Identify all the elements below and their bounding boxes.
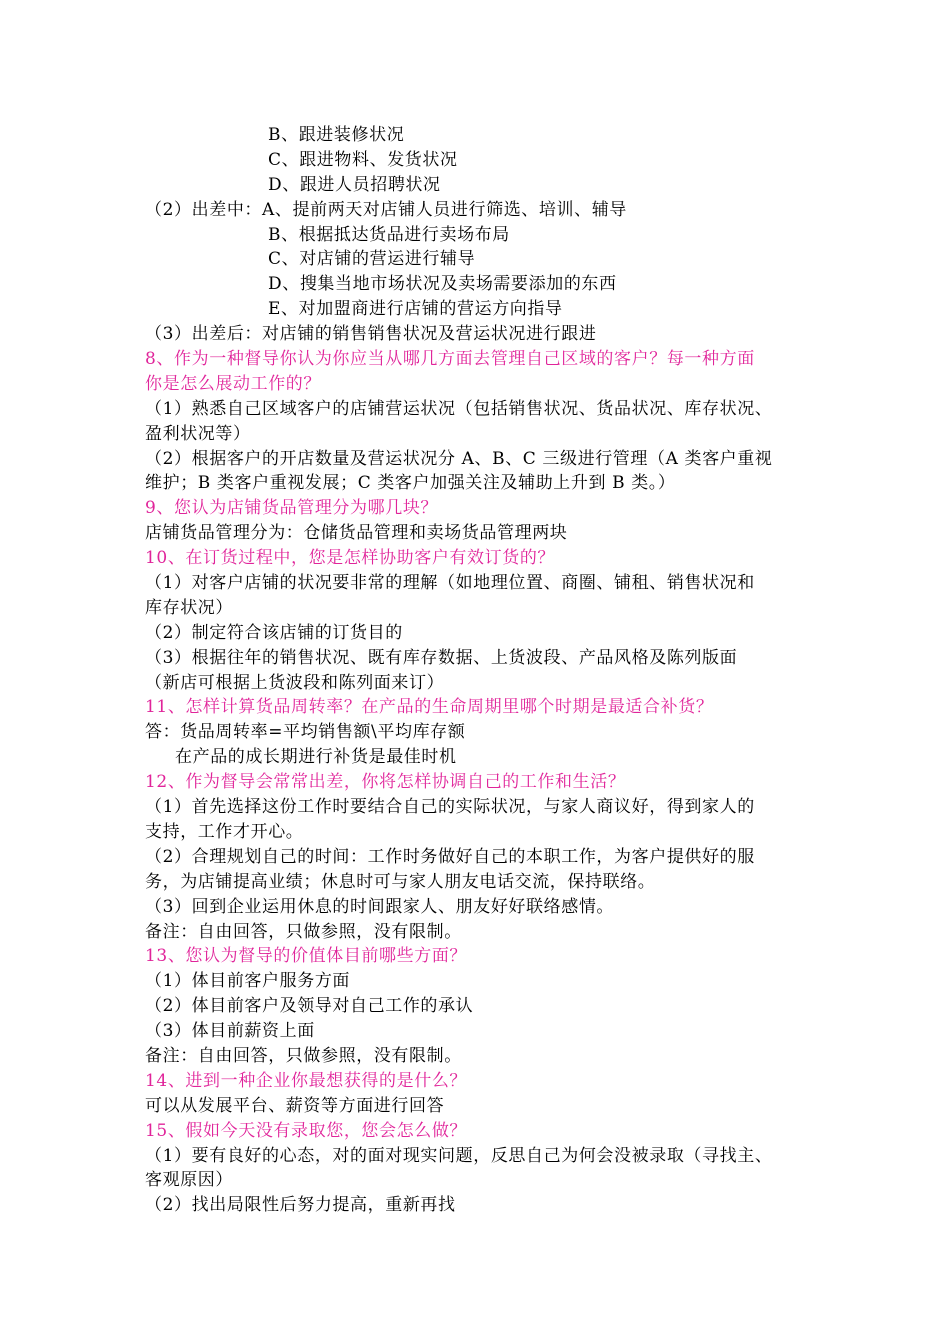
text-line: E、对加盟商进行店铺的营运方向指导 <box>268 299 563 320</box>
text-line: 盈利状况等） <box>145 423 251 444</box>
text-line: （1）要有良好的心态，对的面对现实问题，反思自己为何会没被录取（寻找主、 <box>145 1145 773 1166</box>
text-line: （2）找出局限性后努力提高，重新再找 <box>145 1195 456 1216</box>
text-line: （2）出差中：A、提前两天对店铺人员进行筛选、培训、辅导 <box>145 199 627 220</box>
text-line: （2）体目前客户及领导对自己工作的承认 <box>145 996 474 1017</box>
text-line: D、搜集当地市场状况及卖场需要添加的东西 <box>268 274 617 295</box>
text-line: （1）对客户店铺的状况要非常的理解（如地理位置、商圈、铺租、销售状况和 <box>145 573 755 594</box>
text-line: 库存状况） <box>145 597 233 618</box>
text-line: 可以从发展平台、薪资等方面进行回答 <box>145 1095 445 1116</box>
text-line: 备注：自由回答，只做参照，没有限制。 <box>145 921 462 942</box>
question-line: 14、进到一种企业你最想获得的是什么？ <box>145 1070 468 1091</box>
text-line: D、跟进人员招聘状况 <box>268 174 441 195</box>
question-line: 11、怎样计算货品周转率？在产品的生命周期里哪个时期是最适合补货？ <box>145 697 714 718</box>
text-line: （3）根据往年的销售状况、既有库存数据、上货波段、产品风格及陈列版面 <box>145 647 738 668</box>
text-line: 维护；B 类客户重视发展；C 类客户加强关注及辅助上升到 B 类。） <box>145 473 676 494</box>
question-line: 12、作为督导会常常出差，你将怎样协调自己的工作和生活？ <box>145 772 626 793</box>
question-line: 15、假如今天没有录取您，您会怎么做？ <box>145 1120 468 1141</box>
question-line: 8、作为一种督导你认为你应当从哪几方面去管理自己区域的客户？每一种方面 <box>145 349 755 370</box>
document-body <box>145 123 825 1218</box>
text-line: 务，为店铺提高业绩；休息时可与家人朋友电话交流，保持联络。 <box>145 871 656 892</box>
text-line: （2）合理规划自己的时间：工作时务做好自己的本职工作，为客户提供好的服 <box>145 846 755 867</box>
text-line: （3）出差后：对店铺的销售销售状况及营运状况进行跟进 <box>145 324 597 345</box>
text-line: B、根据抵达货品进行卖场布局 <box>268 224 510 245</box>
text-line: （1）首先选择这份工作时要结合自己的实际状况，与家人商议好，得到家人的 <box>145 797 755 818</box>
text-line: （3）体目前薪资上面 <box>145 1021 315 1042</box>
text-line: （2）制定符合该店铺的订货目的 <box>145 622 403 643</box>
text-line: 答：货品周转率=平均销售额\平均库存额 <box>145 722 466 743</box>
text-line: 备注：自由回答，只做参照，没有限制。 <box>145 1045 462 1066</box>
text-line: 支持，工作才开心。 <box>145 821 304 842</box>
text-line: （1）熟悉自己区域客户的店铺营运状况（包括销售状况、货品状况、库存状况、 <box>145 398 773 419</box>
text-line: C、对店铺的营运进行辅导 <box>268 249 476 270</box>
question-line: 9、您认为店铺货品管理分为哪几块？ <box>145 498 439 519</box>
text-line: 在产品的成长期进行补货是最佳时机 <box>175 747 457 768</box>
text-line: （2）根据客户的开店数量及营运状况分 A、B、C 三级进行管理（A 类客户重视 <box>145 448 773 469</box>
question-line: 13、您认为督导的价值体目前哪些方面？ <box>145 946 468 967</box>
text-line: （3）回到企业运用休息的时间跟家人、朋友好好联络感情。 <box>145 896 615 917</box>
question-line: 你是怎么展动工作的？ <box>145 373 321 394</box>
text-line: C、跟进物料、发货状况 <box>268 149 458 170</box>
text-line: 客观原因） <box>145 1170 233 1191</box>
text-line: 店铺货品管理分为：仓储货品管理和卖场货品管理两块 <box>145 523 568 544</box>
text-line: （新店可根据上货波段和陈列面来订） <box>145 672 445 693</box>
text-line: B、跟进装修状况 <box>268 125 405 145</box>
text-line: （1）体目前客户服务方面 <box>145 971 351 992</box>
question-line: 10、在订货过程中，您是怎样协助客户有效订货的？ <box>145 548 556 569</box>
